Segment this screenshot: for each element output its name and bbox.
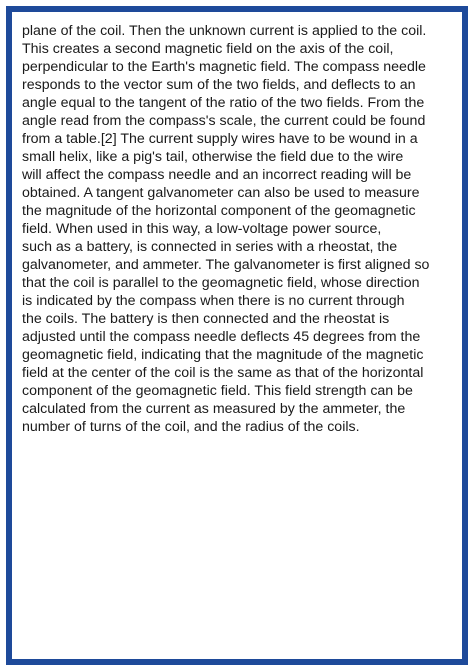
text-line: is indicated by the compass when there is no current through xyxy=(22,293,405,309)
text-line: angle equal to the tangent of the ratio of the two fields. From the xyxy=(22,95,425,111)
text-line: such as a battery, is connected in series with a rheostat, the xyxy=(22,239,398,255)
text-line: galvanometer, and ammeter. The galvanometer is first aligned so xyxy=(22,257,430,273)
text-line: plane of the coil. Then the unknown current is applied to the coil. xyxy=(22,23,427,39)
text-line: will affect the compass needle and an incorrect reading will be xyxy=(22,167,412,183)
text-line: from a table.[2] The current supply wires have to be wound in a xyxy=(22,131,418,147)
text-line: the magnitude of the horizontal component of the geomagnetic xyxy=(22,203,416,219)
text-line: angle read from the compass's scale, the current could be found xyxy=(22,113,426,129)
text-line: field at the center of the coil is the same as that of the horizontal xyxy=(22,365,424,381)
text-line: field. When used in this way, a low-voltage power source, xyxy=(22,221,382,237)
text-line: responds to the vector sum of the two fields, and deflects to an xyxy=(22,77,416,93)
text-line: that the coil is parallel to the geomagnetic field, whose direction xyxy=(22,275,420,291)
text-line: number of turns of the coil, and the radius of the coils. xyxy=(22,419,360,435)
text-line: obtained. A tangent galvanometer can also be used to measure xyxy=(22,185,420,201)
body-paragraph xyxy=(22,22,460,436)
text-line: component of the geomagnetic field. This field strength can be xyxy=(22,383,413,399)
text-line: small helix, like a pig's tail, otherwise the field due to the wire xyxy=(22,149,404,165)
text-line: calculated from the current as measured by the ammeter, the xyxy=(22,401,406,417)
text-line: geomagnetic field, indicating that the magnitude of the magnetic xyxy=(22,347,424,363)
text-line: adjusted until the compass needle deflects 45 degrees from the xyxy=(22,329,421,345)
text-line: This creates a second magnetic field on the axis of the coil, xyxy=(22,41,394,57)
text-line: the coils. The battery is then connected and the rheostat is xyxy=(22,311,390,327)
text-line: perpendicular to the Earth's magnetic field. The compass needle xyxy=(22,59,426,75)
